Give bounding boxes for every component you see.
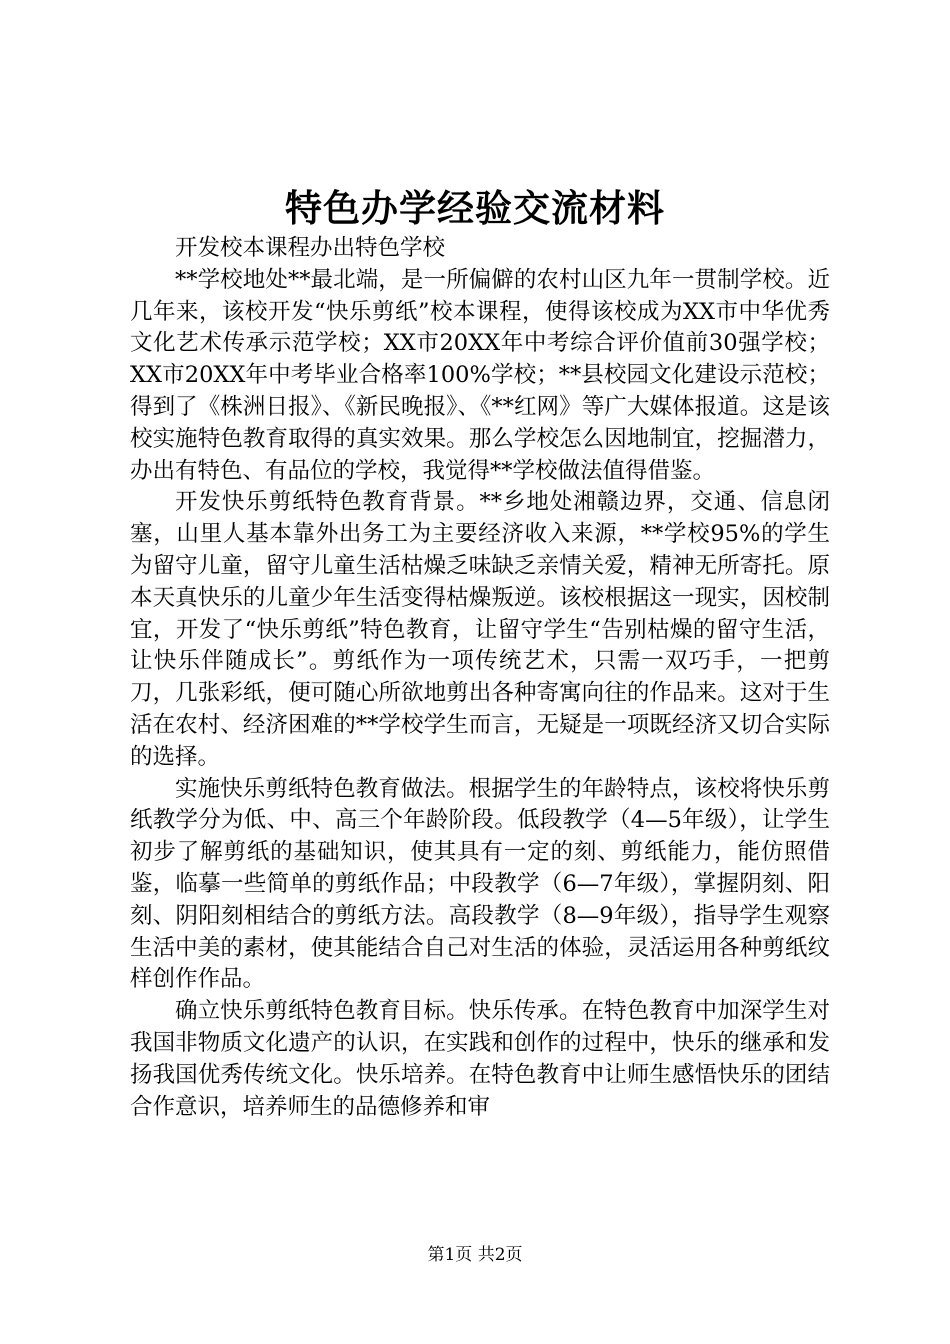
document-body (130, 233, 830, 1123)
document-title: 特色办学经验交流材料 (285, 186, 665, 230)
paragraph-intro: **学校地处**最北端，是一所偏僻的农村山区九年一贯制学校。近几年来，该校开发“快乐剪纸”校本课程，使得该校成为XX市中华优秀文化艺术传承示范学校；XX市20XX年中考综合评价值前30强学校；XX市20XX年中考毕业合格率100%学校；**县校园文化建设示范校；得到了《株洲日报》、《新民晚报》、《**红网》等广大媒体报道。这是该校实施特色教育取得的真实效果。那么学校怎么因地制宜，挖掘潜力，办出有特色、有品位的学校，我觉得**学校做法值得借鉴。 (130, 266, 830, 484)
page-number-footer: 第1页 共2页 (427, 1245, 523, 1265)
paragraph-background: 开发快乐剪纸特色教育背景。**乡地处湘赣边界，交通、信息闭塞，山里人基本靠外出务工为主要经济收入来源，**学校95%的学生为留守儿童，留守儿童生活枯燥乏味缺乏亲情关爱，精神无所寄托。原本天真快乐的儿童少年生活变得枯燥叛逆。该校根据这一现实，因校制宜，开发了“快乐剪纸”特色教育，让留守学生“告别枯燥的留守生活，让快乐伴随成长”。剪纸作为一项传统艺术，只需一双巧手，一把剪刀，几张彩纸，便可随心所欲地剪出各种寄寓向往的作品来。这对于生活在农村、经济困难的**学校学生而言，无疑是一项既经济又切合实际的选择。 (130, 489, 830, 770)
paragraph-practice: 实施快乐剪纸特色教育做法。根据学生的年龄特点，该校将快乐剪纸教学分为低、中、高三个年龄阶段。低段教学（4—5年级），让学生初步了解剪纸的基础知识，使其具有一定的刻、剪纸能力，能仿照借鉴，临摹一些简单的剪纸作品；中段教学（6—7年级），掌握阴刻、阳刻、阴阳刻相结合的剪纸方法。高段教学（8—9年级），指导学生观察生活中美的素材，使其能结合自己对生活的体验，灵活运用各种剪纸纹样创作作品。 (130, 775, 830, 993)
paragraph-goals: 确立快乐剪纸特色教育目标。快乐传承。在特色教育中加深学生对我国非物质文化遗产的认识，在实践和创作的过程中，快乐的继承和发扬我国优秀传统文化。快乐培养。在特色教育中让师生感悟快乐的团结合作意识，培养师生的品德修养和审 (130, 998, 830, 1120)
paragraph-subtitle: 开发校本课程办出特色学校 (175, 235, 446, 261)
